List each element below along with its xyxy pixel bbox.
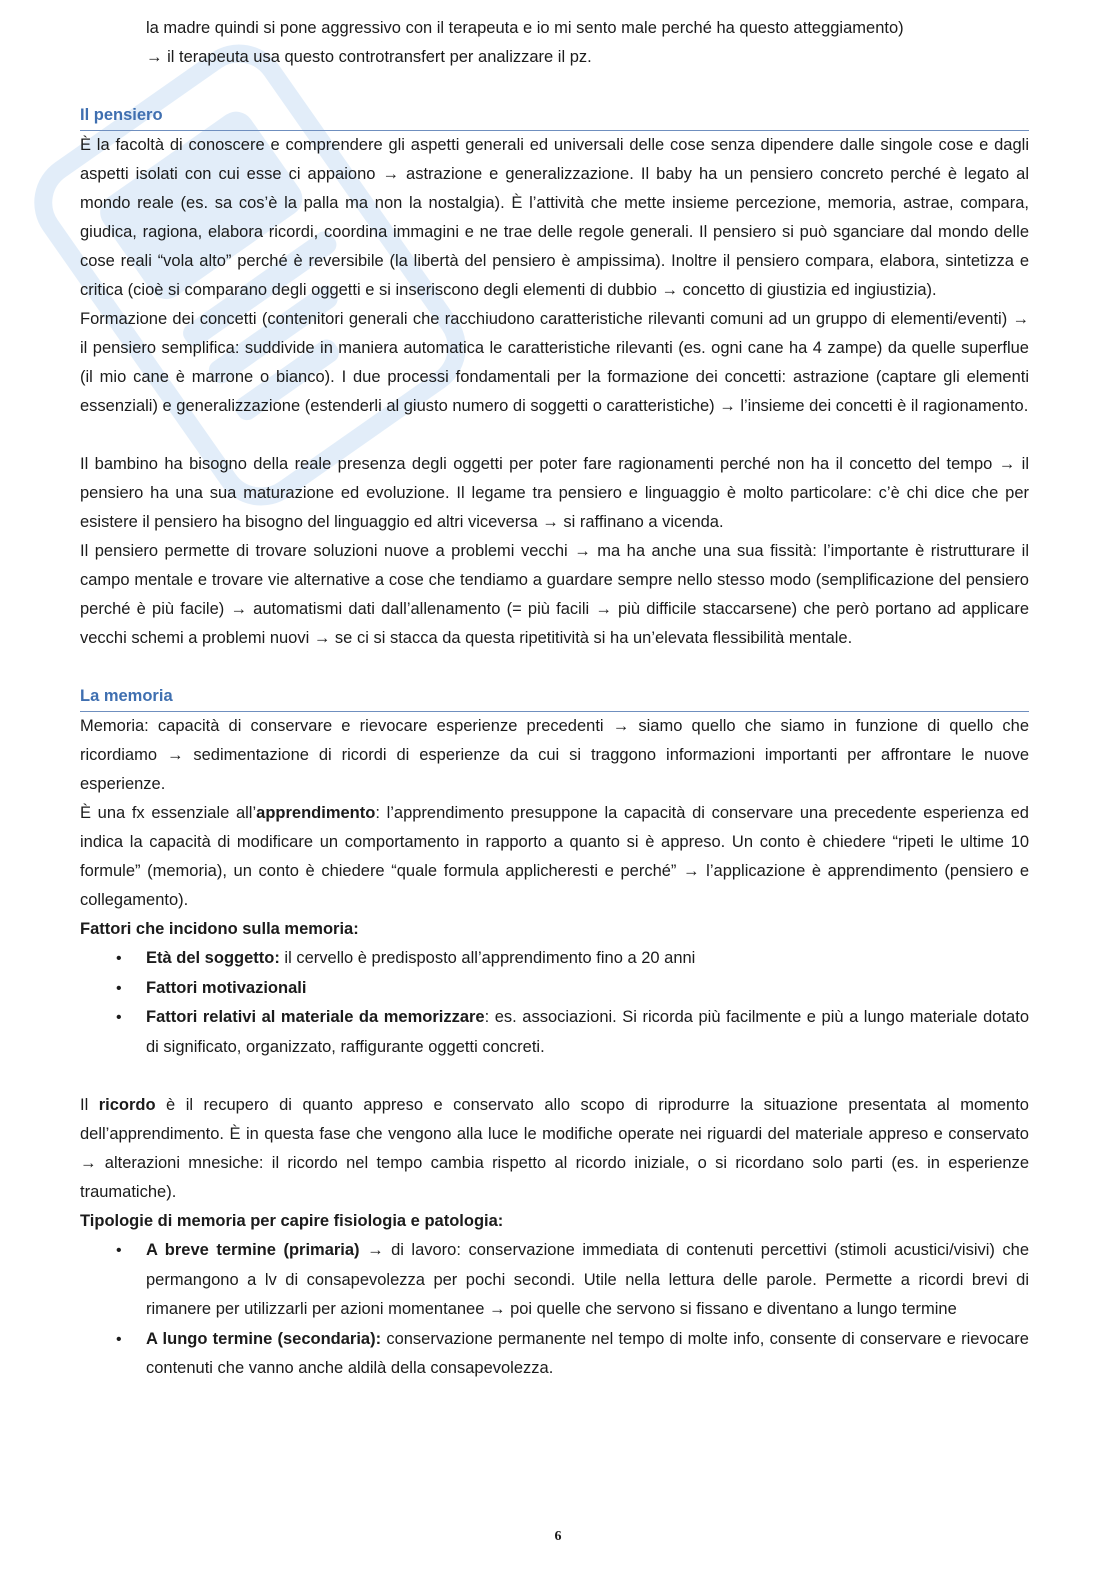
- fattori-title: Fattori che incidono sulla memoria:: [80, 920, 359, 938]
- list-item-label: Fattori relativi al materiale da memorizzare: [146, 1008, 485, 1026]
- list-item-text: conservazione permanente nel tempo di molte info, consente di conservare e rievocare contenuti che vanno anche aldilà della consapevolezza.: [146, 1329, 1029, 1377]
- section-heading-memoria: La memoria: [80, 682, 1029, 712]
- list-item: [116, 1003, 1029, 1062]
- list-item: [116, 944, 1029, 974]
- bullet-icon: •: [116, 1330, 122, 1348]
- bold-term-apprendimento: apprendimento: [256, 804, 376, 822]
- continuation-line-1: la madre quindi si pone aggressivo con il terapeuta e io mi sento male perché ha questo atteggiamento): [146, 19, 904, 37]
- list-item: [116, 1236, 1029, 1325]
- pensiero-paragraph-4: Il pensiero permette di trovare soluzioni nuove a problemi vecchi → ma ha anche una sua fissità: l’importante è ristrutturare il campo mentale e trovare vie alternative a cose che tendiamo a guardare sempre nello stesso modo (semplificazione del pensiero perché è più facile) → automatismi dati dall’allenamento (= più facili → più difficile staccarsene) che però portano ad applicare vecchi schemi a problemi nuovi → se ci si stacca da questa ripetitività si ha un’elevata flessibilità mentale.: [80, 542, 1029, 647]
- list-item-text: il cervello è predisposto all’apprendimento fino a 20 anni: [279, 949, 696, 967]
- bullet-icon: •: [116, 1009, 122, 1026]
- memoria-paragraph-2: [80, 799, 1029, 915]
- page-body: [80, 14, 1029, 1384]
- list-item-text: : es. associazioni. Si ricorda più facilmente e più a lungo materiale dotato di significato, organizzato, raffigurante oggetti concreti.: [146, 1008, 1029, 1056]
- list-item-label: Età del soggetto:: [146, 949, 280, 967]
- pensiero-paragraph-3: Il bambino ha bisogno della reale presenza degli oggetti per poter fare ragionamenti perché non ha il concetto del tempo → il pensiero ha una sua maturazione ed evoluzione. Il legame tra pensiero e linguaggio è molto particolare: c’è chi dice che per esistere il pensiero ha bisogno del linguaggio ed altri viceversa → si raffinano a vicenda.: [80, 455, 1029, 531]
- list-item-label: A lungo termine (secondaria):: [146, 1329, 382, 1348]
- ricordo-paragraph: [80, 1091, 1029, 1207]
- tipologie-list: [80, 1236, 1029, 1384]
- list-item: [116, 974, 1029, 1004]
- list-item-text: → di lavoro: conservazione immediata di contenuti percettivi (stimoli acustici/visivi) che permangono a lv di consapevolezza per pochi secondi. Utile nella lettura delle parole. Permette a ricordi brevi di rimanere per utilizzarli per azioni momentanee → poi quelle che servono si fissano e diventano a lungo termine: [146, 1241, 1029, 1318]
- spacer: [80, 421, 1029, 450]
- list-item: [116, 1325, 1029, 1384]
- page-number: 6: [554, 1529, 562, 1544]
- list-item-label: A breve termine (primaria): [146, 1241, 360, 1259]
- section-heading-pensiero: Il pensiero: [80, 101, 1029, 131]
- text-run: Il: [80, 1096, 99, 1114]
- text-run: : l’apprendimento presuppone la capacità di conservare una precedente esperienza ed indica la capacità di modificare un comportamento in rapporto a quanto si è appreso. Un conto è chiedere “ripeti le ultime 10 formule” (memoria), un conto è chiedere “quale formula applicheresti e perché” → l’applicazione è apprendimento (pensiero e collegamento).: [80, 804, 1029, 909]
- text-run: è il recupero di quanto appreso e conservato allo scopo di riprodurre la situazione presentata al momento dell’apprendimento. È in questa fase che vengono alla luce le modifiche operate nei riguardi del materiale appreso e conservato → alterazioni mnesiche: il ricordo nel tempo cambia rispetto al ricordo iniziale, o si ricordano solo parti (es. in esperienze traumatiche).: [80, 1096, 1029, 1201]
- bullet-icon: •: [116, 979, 122, 997]
- fattori-list: [80, 944, 1029, 1062]
- tipologie-title: Tipologie di memoria per capire fisiologia e patologia:: [80, 1212, 504, 1230]
- memoria-paragraph-1: Memoria: capacità di conservare e rievocare esperienze precedenti → siamo quello che siamo in funzione di quello che ricordiamo → sedimentazione di ricordi di esperienze da cui si traggono informazioni importanti per affrontare le nuove esperienze.: [80, 717, 1029, 793]
- text-run: È una fx essenziale all’: [80, 804, 257, 822]
- bullet-icon: •: [116, 1242, 122, 1259]
- spacer: [80, 653, 1029, 682]
- continuation-line-2: → il terapeuta usa questo controtransfert per analizzare il pz.: [146, 48, 592, 66]
- bullet-icon: •: [116, 950, 122, 967]
- spacer: [80, 1062, 1029, 1091]
- pensiero-paragraph-2: Formazione dei concetti (contenitori generali che racchiudono caratteristiche rilevanti comuni ad un gruppo di elementi/eventi) → il pensiero semplifica: suddivide in maniera automatica le caratteristiche rilevanti (es. ogni cane ha 4 zampe) da quelle superflue (il mio cane è marrone o bianco). I due processi fondamentali per la formazione dei concetti: astrazione (captare gli elementi essenziali) e generalizzazione (estenderli al giusto numero di soggetti o caratteristiche) → l’insieme dei concetti è il ragionamento.: [80, 310, 1029, 415]
- list-item-label: Fattori motivazionali: [146, 978, 307, 997]
- bold-term-ricordo: ricordo: [98, 1096, 156, 1114]
- spacer: [80, 72, 1029, 101]
- pensiero-paragraph-1: È la facoltà di conoscere e comprendere gli aspetti generali ed universali delle cose senza dipendere dalle singole cose e dagli aspetti isolati con cui esse ci appaiono → astrazione e generalizzazione. Il baby ha un pensiero concreto perché è legato al mondo reale (es. sa cos’è la palla ma non la nostalgia). È l’attività che mette insieme percezione, memoria, astrae, compara, giudica, ragiona, elabora ricordi, coordina immagini e ne trae delle regole generali. Il pensiero si può sganciare dal mondo delle cose reali “vola alto” perché è reversibile (la libertà del pensiero è ampissima). Inoltre il pensiero compara, elabora, sintetizza e critica (cioè si comparano degli oggetti e si inseriscono degli elementi di dubbio → concetto di giustizia ed ingiustizia).: [80, 136, 1029, 299]
